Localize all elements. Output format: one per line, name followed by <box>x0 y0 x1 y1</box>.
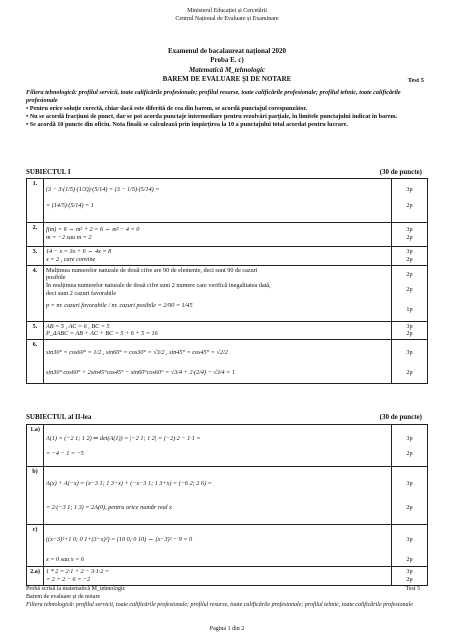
points-cell <box>392 247 428 266</box>
section-2-points: (30 de puncte) <box>379 413 422 421</box>
solution-line: f(m) = 6 ⇔ m² + 2 = 6 ⇔ m² − 4 = 0 <box>46 226 140 233</box>
section-2-table <box>26 424 428 586</box>
solution-line: (3 − 3·(1/5)·(1/3))·(5/14) = (3 − 1/5)·(5/14) = <box>46 186 160 193</box>
item-number: 5. <box>27 321 44 340</box>
points-value: 3p <box>406 480 413 487</box>
points-value: 2p <box>406 286 413 294</box>
section-1-title: SUBIECTUL I <box>26 168 71 176</box>
solution-line: = 2·(−3 1; 1 3) = 2A(0), pentru orice număr real x <box>46 503 172 511</box>
points-value: 3p <box>406 226 413 233</box>
filiera-text: Filiera tehnologică: profilul servicii, toate calificările profesionale; profilul resurse, toate calificările profesionale; profilul tehnic, toate calificările profesionale <box>26 89 401 105</box>
solution-line: m = −2 sau m = 2 <box>46 233 92 241</box>
solution-cell <box>44 340 392 384</box>
footer-filiera: Filiera tehnologică: profilul servicii, toate calificările profesionale; profilul resurse, toate calificările profesionale; profilul tehnic, toate calificările profesionale <box>26 601 413 608</box>
exam-header <box>26 47 428 85</box>
table-row <box>27 567 428 586</box>
solution-line: sin30°·cos60° + 2sin45°cos45° − sin60°cos60° = √3/4 + 2·(2/4) − √3/4 = 1 <box>46 368 235 376</box>
solution-line: A(x) + A(−x) = (x−3 1; 1 3−x) + (−x−3 1; 1 3+x) = (−6 2; 2 6) = <box>46 480 212 487</box>
points-value: 1p <box>406 306 413 313</box>
solution-line: p = nr. cazuri favorabile / nr. cazuri posibile = 2/90 = 1/45 <box>46 301 193 309</box>
test-label: Test 5 <box>407 77 424 84</box>
table-row <box>27 247 428 266</box>
points-value: 2p <box>406 575 413 583</box>
solution-cell <box>44 223 392 247</box>
instruction-bullet-3: • Se acordă 10 puncte din oficiu. Nota finală se calculează prin împărțirea la 10 a punctajului total acordat pentru lucrare. <box>26 121 348 129</box>
points-cell <box>392 525 428 567</box>
solution-line: = 2 + 2 − 6 = −2 <box>46 575 91 583</box>
ministry-name: Ministerul Educației și Cercetării <box>187 8 267 14</box>
points-cell <box>392 567 428 586</box>
solution-line: În mulțimea numerelor naturale de două cifre sunt 2 numere care verifică inegalitatea dată, <box>46 282 271 289</box>
points-cell <box>392 223 428 247</box>
table-row <box>27 179 428 223</box>
section-1-table <box>26 178 428 384</box>
points-value: 3p <box>406 186 413 193</box>
instruction-bullet-2: • Nu se acordă fracțiuni de punct, dar se pot acorda punctaje intermediare pentru rezolvări parțiale, în limitele punctajului indicat în barem. <box>26 113 398 121</box>
barem-title: BAREM DE EVALUARE ȘI DE NOTARE <box>162 75 292 84</box>
page-number: Pagina 1 din 2 <box>209 626 245 632</box>
points-value: 3p <box>406 536 413 543</box>
solution-line: = (14/5)·(5/14) = 1 <box>46 201 94 209</box>
proba-label: Proba E. c) <box>210 56 244 65</box>
footer-test: Test 5 <box>405 586 420 592</box>
solution-cell <box>44 425 392 467</box>
points-value: 3p <box>406 248 413 255</box>
item-number: 2. <box>27 223 44 247</box>
solution-line: Mulțimea numerelor naturale de două cifre are 90 de elemente, deci sunt 90 de cazuri <box>46 266 258 274</box>
table-row <box>27 340 428 384</box>
solution-line: A(1) = (−2 1; 1 2) ⇒ det(A(1)) = |−2 1; 1 2| = (−2)·2 − 1·1 = <box>46 435 201 442</box>
points-value: 2p <box>406 503 413 511</box>
points-value: 2p <box>406 449 413 457</box>
item-number: c) <box>27 525 44 567</box>
solution-line: 1 * 2 = 2·1 + 2 − 3·1·2 = <box>46 568 110 575</box>
footer-exam: Probă scrisă la matematică M_tehnologic <box>26 586 126 592</box>
table-row <box>27 321 428 340</box>
item-number: b) <box>27 467 44 525</box>
points-value: 2p <box>406 330 413 338</box>
solution-cell <box>44 247 392 266</box>
instruction-bullet-1: • Pentru orice soluție corectă, chiar dacă este diferită de cea din barem, se acordă punctajul corespunzător. <box>26 105 308 113</box>
item-number: 1. <box>27 179 44 223</box>
points-value: 3p <box>406 349 413 356</box>
points-value: 3p <box>406 322 413 330</box>
points-cell <box>392 467 428 525</box>
solution-line: ((x−3)²+1 0; 0 1+(3−x)²) = (10 0; 0 10) ⇔ (x−3)² − 9 = 0 <box>46 536 193 543</box>
exam-title: Examenul de bacalaureat național 2020 <box>167 47 287 55</box>
document-page <box>26 0 428 640</box>
solution-cell <box>44 179 392 223</box>
footer-barem: Barem de evaluare și de notare <box>26 593 101 600</box>
solution-cell <box>44 321 392 340</box>
instructions <box>26 89 428 129</box>
points-value: 2p <box>406 201 413 209</box>
solution-cell <box>44 567 392 586</box>
solution-cell <box>44 467 392 525</box>
points-cell <box>392 340 428 384</box>
points-cell <box>392 265 428 321</box>
points-value: 2p <box>406 270 413 278</box>
item-number: 1.a) <box>27 425 44 467</box>
ministry-header <box>26 8 428 24</box>
solution-line: posibile <box>46 274 66 282</box>
solution-line: x = 2 , care convine <box>46 255 96 263</box>
solution-line: 14 − x = 3x + 6 ⇔ 4x = 8 <box>46 248 112 255</box>
center-name: Centrul Național de Evaluare și Examinare <box>175 15 279 22</box>
points-cell <box>392 321 428 340</box>
solution-line: AB = 5 , AC = 6 , BC = 5 <box>46 322 110 330</box>
page-footer <box>26 586 428 609</box>
points-value: 2p <box>406 255 413 263</box>
points-value: 2p <box>406 368 413 376</box>
solution-line: deci sunt 2 cazuri favorabile <box>46 289 117 297</box>
solution-line: sin30° = cos60° = 1/2 , sin60° = cos30° = √3/2 , sin45° = cos45° = √2/2 <box>46 349 228 356</box>
solution-cell <box>44 525 392 567</box>
solution-line: P_ΔABC = AB + AC + BC = 5 + 6 + 5 = 16 <box>46 330 158 338</box>
points-value: 3p <box>406 568 413 575</box>
table-row <box>27 525 428 567</box>
table-row <box>27 425 428 467</box>
table-row <box>27 223 428 247</box>
item-number: 3. <box>27 247 44 266</box>
solution-line: x = 0 sau x = 6 <box>46 555 84 563</box>
item-number: 6. <box>27 340 44 384</box>
solution-cell <box>44 265 392 321</box>
solution-line: = −4 − 1 = −5 <box>46 449 84 457</box>
subject-label: Matematică M_tehnologic <box>188 65 266 74</box>
table-row <box>27 265 428 321</box>
item-number: 2.a) <box>27 567 44 586</box>
points-value: 2p <box>406 233 413 241</box>
section-2-title: SUBIECTUL al II-lea <box>26 413 92 421</box>
points-cell <box>392 425 428 467</box>
points-value: 2p <box>406 555 413 563</box>
table-row <box>27 467 428 525</box>
section-2-heading <box>26 413 428 422</box>
section-1-heading <box>26 168 428 177</box>
points-cell <box>392 179 428 223</box>
section-1-points: (30 de puncte) <box>379 168 422 176</box>
points-value: 3p <box>406 435 413 442</box>
item-number: 4. <box>27 265 44 321</box>
